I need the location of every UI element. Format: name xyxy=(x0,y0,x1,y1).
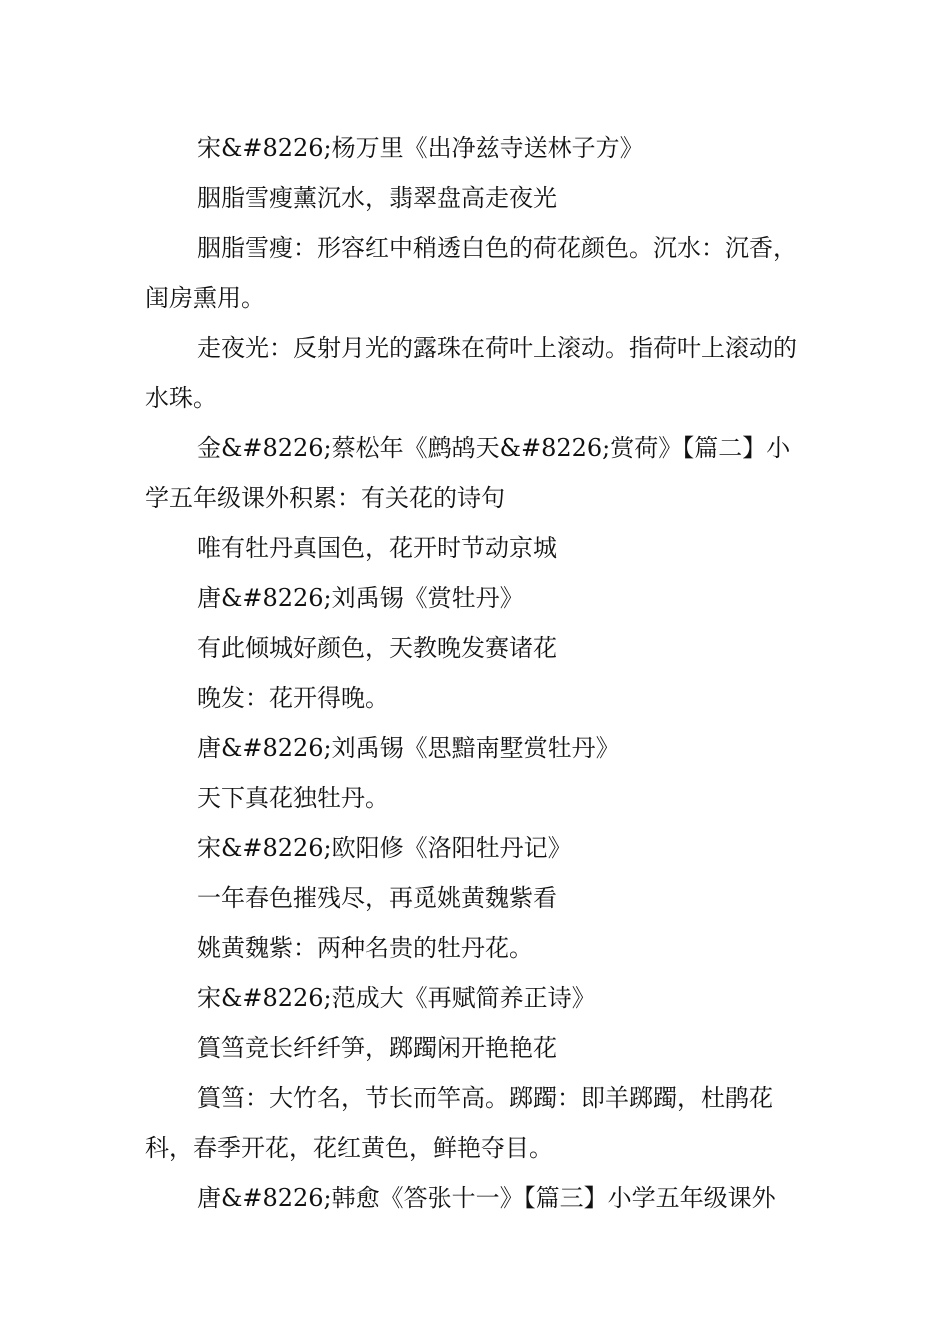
paragraph-annotation: 姚黄魏紫：两种名贵的牡丹花。 xyxy=(197,934,533,962)
paragraph-poem-line: 胭脂雪瘦薰沉水，翡翠盘高走夜光 xyxy=(197,184,557,212)
paragraph-citation: 宋&#8226;欧阳修《洛阳牡丹记》 xyxy=(197,834,572,862)
paragraph-annotation: 晚发：花开得晚。 xyxy=(197,684,389,712)
paragraph-citation-section-heading: 唐&#8226;韩愈《答张十一》【篇三】小学五年级课外 xyxy=(197,1184,776,1212)
paragraph-citation: 唐&#8226;刘禹锡《赏牡丹》 xyxy=(197,584,524,612)
paragraph-citation: 宋&#8226;范成大《再赋简养正诗》 xyxy=(197,984,596,1012)
paragraph-citation-section-heading: 金&#8226;蔡松年《鹧鸪天&#8226;赏荷》【篇二】小学五年级课外积累：有关花的诗句 xyxy=(145,434,791,512)
paragraph-annotation: 胭脂雪瘦：形容红中稍透白色的荷花颜色。沉水：沉香，闺房熏用。 xyxy=(145,234,797,312)
paragraph-poem-line: 有此倾城好颜色，天教晚发赛诸花 xyxy=(197,634,557,662)
paragraph-poem-line: 篔筜竞长纤纤笋，踯躅闲开艳艳花 xyxy=(197,1034,557,1062)
paragraph-annotation: 篔筜：大竹名，节长而竿高。踯躅：即羊踯躅，杜鹃花科，春季开花，花红黄色，鲜艳夺目。 xyxy=(145,1084,773,1162)
paragraph-poem-line: 一年春色摧残尽，再觅姚黄魏紫看 xyxy=(197,884,557,912)
paragraph-citation: 唐&#8226;刘禹锡《思黯南墅赏牡丹》 xyxy=(197,734,620,762)
paragraph-citation: 宋&#8226;杨万里《出净兹寺送林子方》 xyxy=(197,134,644,162)
paragraph-poem-line: 唯有牡丹真国色，花开时节动京城 xyxy=(197,534,557,562)
paragraph-annotation: 走夜光：反射月光的露珠在荷叶上滚动。指荷叶上滚动的水珠。 xyxy=(145,334,797,412)
paragraph-poem-line: 天下真花独牡丹。 xyxy=(197,784,389,812)
